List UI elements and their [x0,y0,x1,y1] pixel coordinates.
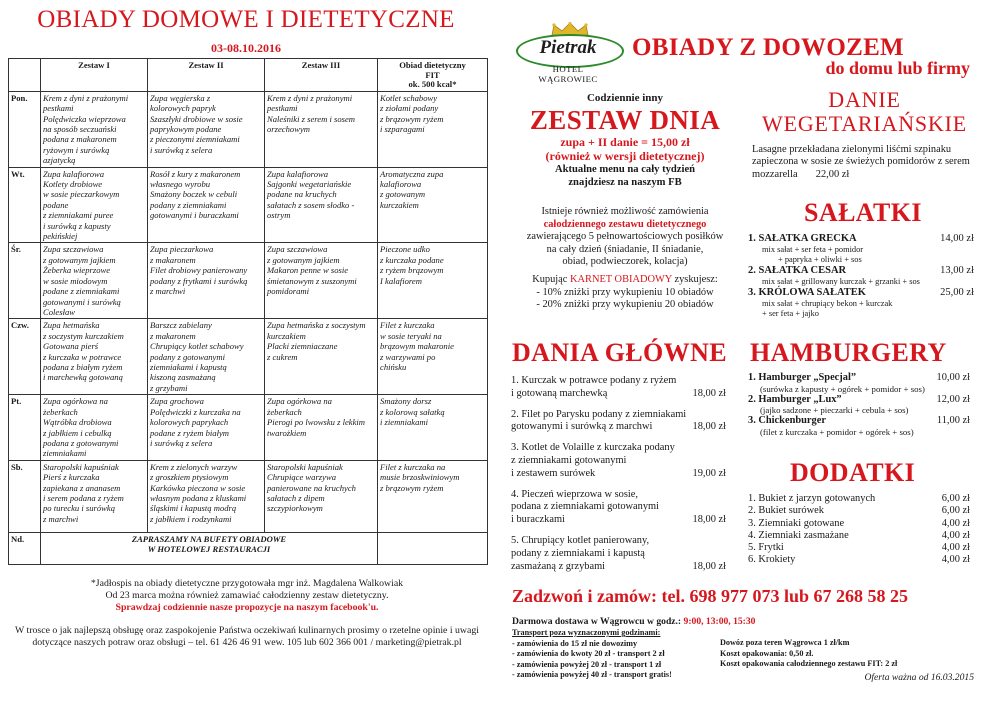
list-item [748,505,970,517]
list-item [511,409,726,435]
fit-set-note: Od 23 marca można również zamawiać całodzienny zestaw dietetyczny. [105,590,389,602]
delivery-subtitle: do domu lub firmy [825,58,970,78]
delivery-hours: 9:00, 13:00, 15:30 [683,616,756,627]
karnet-line [500,274,750,287]
zestaw-fb-note-1: Aktualne menu na cały tydzień [554,164,696,175]
burger-price: 11,00 zł [936,415,970,427]
logo-city: WĄGROWIEC [538,73,598,84]
extras-list [748,493,970,567]
day-label: Pt. [9,395,41,460]
menu-cell: Filet z kurczaka na musie brzoskwiniowym z brązowym ryżem [378,460,488,532]
dish-name: 3. Kotlet de Volaille z kurczaka podany z ziemniakami gotowanymi i zestawem surówek [511,442,675,479]
packaging-line: Koszt opakowania całodziennego zestawu FIT: 2 zł [720,659,898,669]
logo-name: Pietrak [539,37,597,58]
fit-line-highlight: całodziennego zestawu dietetycznego [543,218,707,230]
header-zestaw-3: Zestaw III [265,59,378,92]
burger-name: 1. Hamburger „Specjal” [748,372,857,383]
salad-ingredients: mix sałat + grillowany kurczak + grzanki + sos [762,277,920,286]
table-row [9,319,488,395]
list-item [748,372,970,394]
menu-cell: Rosół z kury z makaronem własnego wyrobu Smażony boczek w cebuli podany z ziemniakami gotowanymi i buraczkami [148,167,265,243]
salad-price: 25,00 zł [940,287,974,298]
vege-description [752,144,977,181]
dish-name: 4. Pieczeń wieprzowa w sosie, podana z ziemniakami gotowanymi i buraczkami [511,488,660,526]
list-item [748,265,974,287]
list-item [511,535,726,573]
menu-cell: Staropolski kapuśniak Pierś z kurczaka zapiekana z ananasem i serem podana z ryżem po turecku i surówką z marchwi [41,460,148,532]
salad-ingredients: mix sałat + ser feta + pomidor [762,245,864,254]
menu-cell: Zupa ogórkowa na żeberkach Pierogi po lwowsku z lekkim twarożkiem [265,395,378,460]
menu-cell: Pieczone udko z kurczaka podane z ryżem brązowym I kalafiorem [378,243,488,319]
discount-20: - 20% zniżki przy wykupieniu 20 obiadów [536,299,714,311]
zestaw-price: zupa + II danie = 15,00 zł [560,135,690,149]
salad-ingredients: + ser feta + jajko [762,309,819,318]
facebook-note: Sprawdzaj codziennie nasze propozycje na naszym facebook'u. [115,602,379,614]
list-item [748,415,970,437]
fit-line: Istnieje również możliwość zamówienia [541,206,709,217]
transport-rule: - zamówienia powyżej 20 zł - transport 1 zł [512,659,662,669]
extra-price: 4,00 zł [941,529,970,541]
fit-line: zawierającego 5 pełnowartościowych posiłków [526,231,724,243]
dish-name: 1. Kurczak w potrawce podany z ryżem i gotowaną marchewką [511,375,677,399]
salad-ingredients: + papryka + oliwki + sos [778,255,862,264]
table-header-row [9,59,488,92]
packaging-line: Koszt opakowania: 0,50 zł. [720,648,814,658]
menu-cell: Krem z dyni z prażonymi pestkami Naleśniki z serem i sosem orzechowym [265,91,378,167]
list-item [511,442,726,480]
extra-name: 1. Bukiet z jarzyn gotowanych [748,493,876,504]
burger-price: 10,00 zł [936,372,970,383]
hamburgers-heading: HAMBURGERY [750,338,947,367]
zestaw-fb-note-2: znajdziesz na naszym FB [568,176,682,188]
fit-day-block [500,206,750,312]
burger-name: 3. Chickenburger [748,415,826,427]
burger-ingredients: (filet z kurczaka + pomidor + ogórek + sos) [760,426,914,437]
menu-cell: Zupa kalafiorowa Kotlety drobiowe w sosie pieczarkowym podane z ziemniakami puree i surówką z kapusty pekińskiej [41,167,148,243]
list-item [748,493,970,505]
menu-cell: Zupa ogórkowa na żeberkach Wątróbka drobiowa z jabłkiem i cebulką podana z gotowanymi ziemniakami [41,395,148,460]
vege-desc-text: Lasagne przekładana zielonymi liśćmi szpinaku zapieczona w sosie ze świeżych pomidorów z serem mozzarella [752,144,970,180]
salad-name: 3. KRÓLOWA SAŁATEK [748,287,866,298]
list-item [748,554,970,566]
salad-price: 13,00 zł [940,265,974,276]
menu-cell: Zupa kalafiorowa Sajgonki wegetariańskie podane na kruchych sałatach z sosem słodko - ostrym [265,167,378,243]
extras-heading: DODATKI [790,458,916,487]
menu-cell: Staropolski kapuśniak Chrupiące warzywa panierowane na kruchych sałatach z dipem szczypiorkowym [265,460,378,532]
transport-rule: - zamówienia do 15 zł nie dowozimy [512,638,638,648]
vege-heading-1: DANIE [828,87,901,112]
menu-cell: Krem z zielonych warzyw z groszkiem ptysiowym Karkówka pieczona w sosie własnym podana z kluskami śląskimi i kapustą modrą z jabłkiem i rodzynkami [148,460,265,532]
fit-line: na cały dzień (śniadanie, II śniadanie, [546,243,704,255]
extra-price: 4,00 zł [941,542,970,554]
left-footer [10,578,484,649]
day-label: Nd. [9,532,41,564]
day-label: Śr. [9,243,41,319]
menu-cell: Zupa pieczarkowa z makaronem Filet drobiowy panierowany podany z frytkami i surówką z marchwi [148,243,265,319]
table-row [9,167,488,243]
salads-heading: SAŁATKI [804,198,922,227]
burger-name: 2. Hamburger „Lux” [748,393,842,405]
dish-name: 5. Chrupiący kotlet panierowany, podany z ziemniakami i kapustą zasmażaną z grzybami [511,534,650,572]
day-label: Sb. [9,460,41,532]
left-title: OBIADY DOMOWE I DIETETYCZNE [37,6,455,33]
hotel-logo [514,22,626,84]
list-item [748,233,974,265]
karnet-post: zyskujesz: [671,273,718,285]
main-dishes-heading: DANIA GŁÓWNE [512,338,727,367]
feedback-contact: W trosce o jak najlepszą obsługę oraz zaspokojenie Państwa oczekiwań kulinarnych prosimy o rzetelne opinie i uwagi dotyczące naszych potraw oraz obsługi – tel. 61 426 46 91 wew. 105 lub 602 366 001 / marketing@pietrak.pl [15,624,479,648]
weekly-menu-table [8,58,488,565]
fit-line: obiad, podwieczorek, kolacja) [562,256,688,268]
dish-price: 18,00 zł [692,421,726,433]
list-item [748,530,970,542]
header-zestaw-1: Zestaw I [41,59,148,92]
hamburgers-list [748,372,970,437]
karnet-pre: Kupując [532,273,571,285]
day-label: Wt. [9,167,41,243]
vegetarian-block [752,88,977,181]
menu-cell: Barszcz zabielany z makaronem Chrupiący kotlet schabowy podany z gotowanymi ziemniakami i kapustą kiszoną zasmażaną z grzybami [148,319,265,395]
list-item [748,287,974,319]
burger-ingredients: (jajko sadzone + pieczarki + cebula + sos) [760,405,909,416]
sunday-buffet-note: ZAPRASZAMY NA BUFETY OBIADOWE W HOTELOWEJ RESTAURACJI [41,532,378,564]
transport-rule: - zamówienia do kwoty 20 zł - transport 2 zł [512,649,665,659]
burger-price: 12,00 zł [936,393,970,405]
header-fit: Obiad dietetyczny FIT ok. 500 kcal* [378,59,488,92]
transport-heading: Transport poza wyznaczonymi godzinami: [512,628,661,637]
table-row [9,243,488,319]
vege-heading-2: WEGETARIAŃSKIE [762,111,967,136]
table-row [9,91,488,167]
transport-rules [512,628,732,681]
main-dishes-list [511,375,726,581]
extra-name: 6. Krokiety [748,554,796,566]
discount-10: - 10% zniżki przy wykupieniu 10 obiadów [536,286,714,298]
menu-cell-empty [378,532,488,564]
packaging-info [720,638,970,670]
menu-cell: Smażony dorsz z kolorową sałatką i ziemniakami [378,395,488,460]
extra-price: 6,00 zł [941,493,970,504]
dish-name: 2. Filet po Parysku podany z ziemniakami gotowanymi i surówką z marchwi [511,408,687,433]
menu-cell: Zupa grochowa Polędwiczki z kurczaka na kolorowych paprykach podane z ryżem białym i surówką z selera [148,395,265,460]
free-delivery-line [512,616,982,627]
transport-rule: - zamówienia powyżej 40 zł - transport gratis! [512,670,672,680]
menu-cell: Zupa szczawiowa z gotowanym jajkiem Makaron penne w sosie śmietanowym z suszonymi pomidorami [265,243,378,319]
extra-price: 4,00 zł [941,554,970,566]
extra-price: 4,00 zł [941,517,970,529]
header-zestaw-2: Zestaw II [148,59,265,92]
diet-author-note: *Jadłospis na obiady dietetyczne przygotowała mgr inż. Magdalena Walkowiak [90,578,404,589]
vege-price: 22,00 zł [815,168,850,180]
logo-subtitle [514,65,622,85]
day-label: Czw. [9,319,41,395]
salad-name: 2. SAŁATKA CESAR [748,265,847,276]
list-item [511,375,726,401]
delivery-title: OBIADY Z DOWOZEM [632,34,904,61]
menu-cell: Zupa węgierska z kolorowych papryk Szaszłyki drobiowe w sosie paprykowym podane z pieczonymi ziemniakami i surówką z selera [148,91,265,167]
zestaw-diet-note: (również w wersji dietetycznej) [545,149,705,163]
list-item [748,394,970,416]
dish-price: 18,00 zł [692,560,726,572]
menu-cell: Aromatyczna zupa kalafiorowa z gotowanym kurczakiem [378,167,488,243]
zestaw-pre: Codziennie inny [586,92,664,104]
extra-name: 5. Frytki [748,542,784,554]
salad-price: 14,00 zł [940,233,974,244]
free-delivery-label: Darmowa dostawa w Wągrowcu w godz.: [512,616,684,627]
menu-cell: Zupa hetmańska z soczystym kurczakiem Placki ziemniaczane z cukrem [265,319,378,395]
logo-hotel: HOTEL [552,64,584,74]
burger-ingredients: (surówka z kapusty + ogórek + pomidor + sos) [760,383,925,394]
offer-validity: Oferta ważna od 16.03.2015 [864,672,974,683]
list-item [511,489,726,527]
packaging-line: Dowóz poza teren Wągrowca 1 zł/km [720,638,850,647]
extra-name: 3. Ziemniaki gotowane [748,517,845,529]
list-item [748,518,970,530]
zestaw-dnia-block [500,92,750,189]
table-row-sunday [9,532,488,564]
extra-price: 6,00 zł [941,505,970,517]
salad-name: 1. SAŁATKA GRECKA [748,233,857,244]
karnet-highlight: KARNET OBIADOWY [570,273,672,285]
table-row [9,460,488,532]
extra-name: 4. Ziemniaki zasmażane [748,529,849,541]
day-label: Pon. [9,91,41,167]
zestaw-dnia-heading: ZESTAW DNIA [529,105,721,135]
menu-dates: 03-08.10.2016 [211,41,281,55]
menu-cell: Zupa szczawiowa z gotowanym jajkiem Żeberka wieprzowe w sosie miodowym podane z ziemniakami gotowanymi i surówką Colesław [41,243,148,319]
dish-price: 19,00 zł [692,467,726,479]
dish-price: 18,00 zł [692,387,726,399]
order-phone-banner: Zadzwoń i zamów: tel. 698 977 073 lub 67 268 58 25 [512,586,908,606]
header-day [9,59,41,92]
salad-ingredients: mix sałat + chrupiący bekon + kurczak [762,299,893,308]
menu-cell: Zupa hetmańska z soczystym kurczakiem Gotowana pierś z kurczaka w potrawce podana z białym ryżem i marchewką gotowaną [41,319,148,395]
table-row [9,395,488,460]
salads-list [748,233,974,319]
menu-cell: Kotlet schabowy z ziołami podany z brązowym ryżem i szparagami [378,91,488,167]
extra-name: 2. Bukiet surówek [748,505,824,517]
menu-cell: Filet z kurczaka w sosie teryaki na brązowym makaronie z warzywami po chińsku [378,319,488,395]
list-item [748,542,970,554]
dish-price: 18,00 zł [692,514,726,526]
menu-cell: Krem z dyni z prażonymi pestkami Polędwiczka wieprzowa na sposób seczuański podana z makaronem ryżowym i surówką azjatycką [41,91,148,167]
